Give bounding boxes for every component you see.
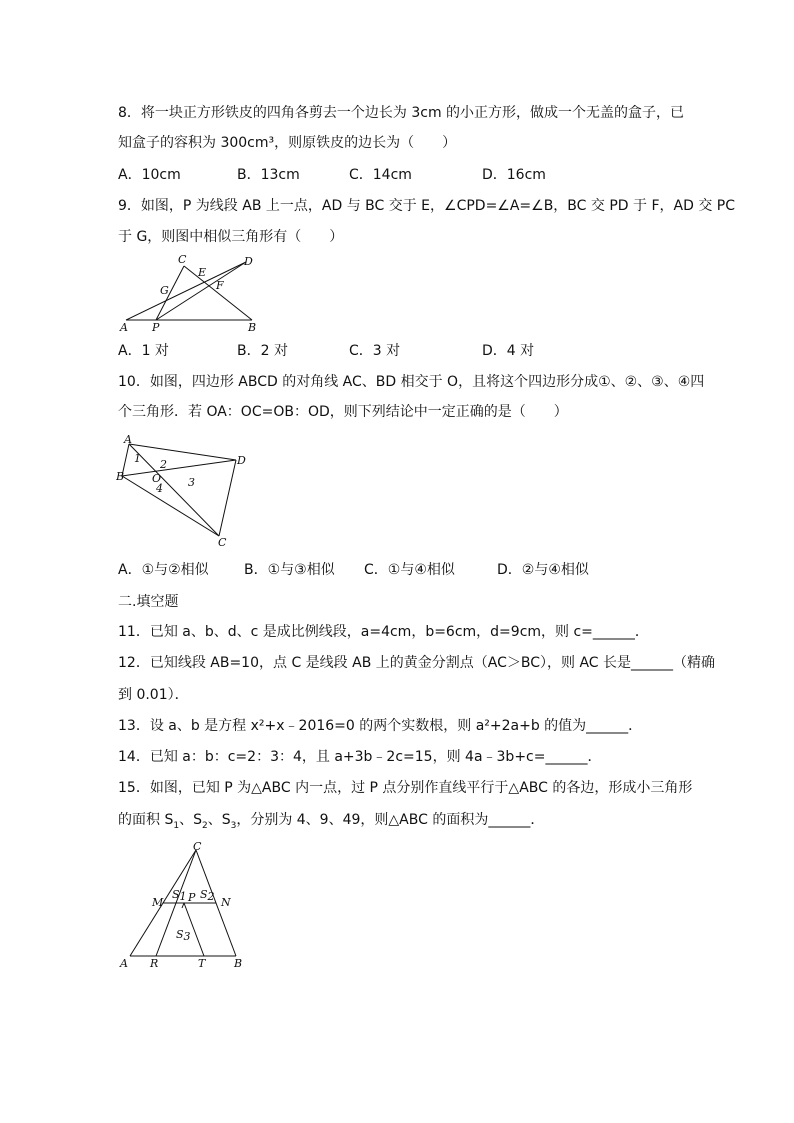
label-c: C <box>178 253 187 266</box>
label-f: F <box>216 279 224 292</box>
label-b: B <box>234 957 243 970</box>
q9-option-c: C．3 对 <box>349 343 401 359</box>
q10-option-a: A．①与②相似 <box>118 562 209 578</box>
side-bc <box>122 476 219 536</box>
label-s3: S3 <box>176 928 191 943</box>
label-p: P <box>152 321 160 334</box>
label-c: C <box>218 536 227 549</box>
q9-option-d: D．4 对 <box>482 343 535 359</box>
q9-line2: 于 G，则图中相似三角形有（ ） <box>118 229 344 245</box>
q8-option-a: A．10cm <box>118 167 181 183</box>
diagonal-ac <box>129 444 219 536</box>
q8-option-c: C．14cm <box>349 167 412 183</box>
label-o: O <box>152 472 162 485</box>
label-d: D <box>244 255 253 268</box>
q12-line2: 到 0.01）． <box>118 687 189 703</box>
label-a: A <box>120 321 128 334</box>
region-3: 3 <box>188 476 195 489</box>
label-t: T <box>198 957 206 970</box>
label-g: G <box>160 284 169 297</box>
label-b: B <box>116 470 125 483</box>
label-e: E <box>198 266 207 279</box>
label-d: D <box>237 454 246 467</box>
section-heading: 二.填空题 <box>118 594 179 610</box>
q9-option-a: A．1 对 <box>118 343 169 359</box>
label-c: C <box>193 840 202 853</box>
q10-option-d: D．②与④相似 <box>497 562 589 578</box>
label-m: M <box>152 896 164 909</box>
q11-text: 11．已知 a、b、d、c 是成比例线段，a=4cm，b=6cm，d=9cm，则 c=______． <box>118 624 649 640</box>
q14-text: 14．已知 a：b：c=2：3：4，且 a+3b﹣2c=15，则 4a﹣3b+c=______． <box>118 749 602 765</box>
label-r: R <box>150 957 159 970</box>
q12-line1: 12．已知线段 AB=10，点 C 是线段 AB 上的黄金分割点（AC＞BC），则 AC 长是______（精确 <box>118 655 715 671</box>
q8-line2: 知盒子的容积为 300cm³，则原铁皮的边长为（ ） <box>118 135 457 151</box>
q10-option-c: C．①与④相似 <box>364 562 455 578</box>
label-s1: S1 <box>172 888 187 903</box>
region-1: 1 <box>134 452 141 465</box>
segment-cb <box>184 266 252 320</box>
q15-line1: 15．如图，已知 P 为△ABC 内一点，过 P 点分别作直线平行于△ABC 的各边，形成小三角形 <box>118 780 693 796</box>
q15-figure <box>116 840 248 970</box>
q9-option-b: B．2 对 <box>237 343 288 359</box>
region-2: 2 <box>160 458 167 471</box>
q8-line1: 8．将一块正方形铁皮的四角各剪去一个边长为 3cm 的小正方形，做成一个无盖的盒子，已 <box>118 105 685 121</box>
region-4: 4 <box>156 482 163 495</box>
label-a: A <box>120 957 128 970</box>
q10-figure <box>116 432 256 550</box>
q10-line2: 个三角形．若 OA：OC=OB：OD，则下列结论中一定正确的是（ ） <box>118 404 568 420</box>
side-ad <box>129 444 236 460</box>
q10-option-b: B．①与③相似 <box>244 562 335 578</box>
q9-line1: 9．如图，P 为线段 AB 上一点，AD 与 BC 交于 E，∠CPD=∠A=∠B，BC 交 PD 于 F，AD 交 PC <box>118 198 735 214</box>
label-n: N <box>221 896 231 909</box>
side-dc <box>219 460 236 536</box>
q15-line2: 的面积 $S_1$、$S_2$、$S_3$，分别为 4、9、49，则△ABC 的面积为______． <box>118 812 545 831</box>
q8-option-d: D．16cm <box>482 167 546 183</box>
label-a: A <box>124 433 132 446</box>
label-s2: S2 <box>200 888 215 903</box>
q10-line1: 10．如图，四边形 ABCD 的对角线 AC、BD 相交于 O，且将这个四边形分成①、②、③、④四 <box>118 374 705 390</box>
segment-ad <box>126 262 246 320</box>
label-p: P <box>188 891 196 904</box>
q8-option-b: B．13cm <box>237 167 300 183</box>
q9-figure <box>116 252 266 334</box>
label-b: B <box>248 321 257 334</box>
q13-text: 13．设 a、b 是方程 x²+x﹣2016=0 的两个实数根，则 a²+2a+b 的值为______． <box>118 718 643 734</box>
